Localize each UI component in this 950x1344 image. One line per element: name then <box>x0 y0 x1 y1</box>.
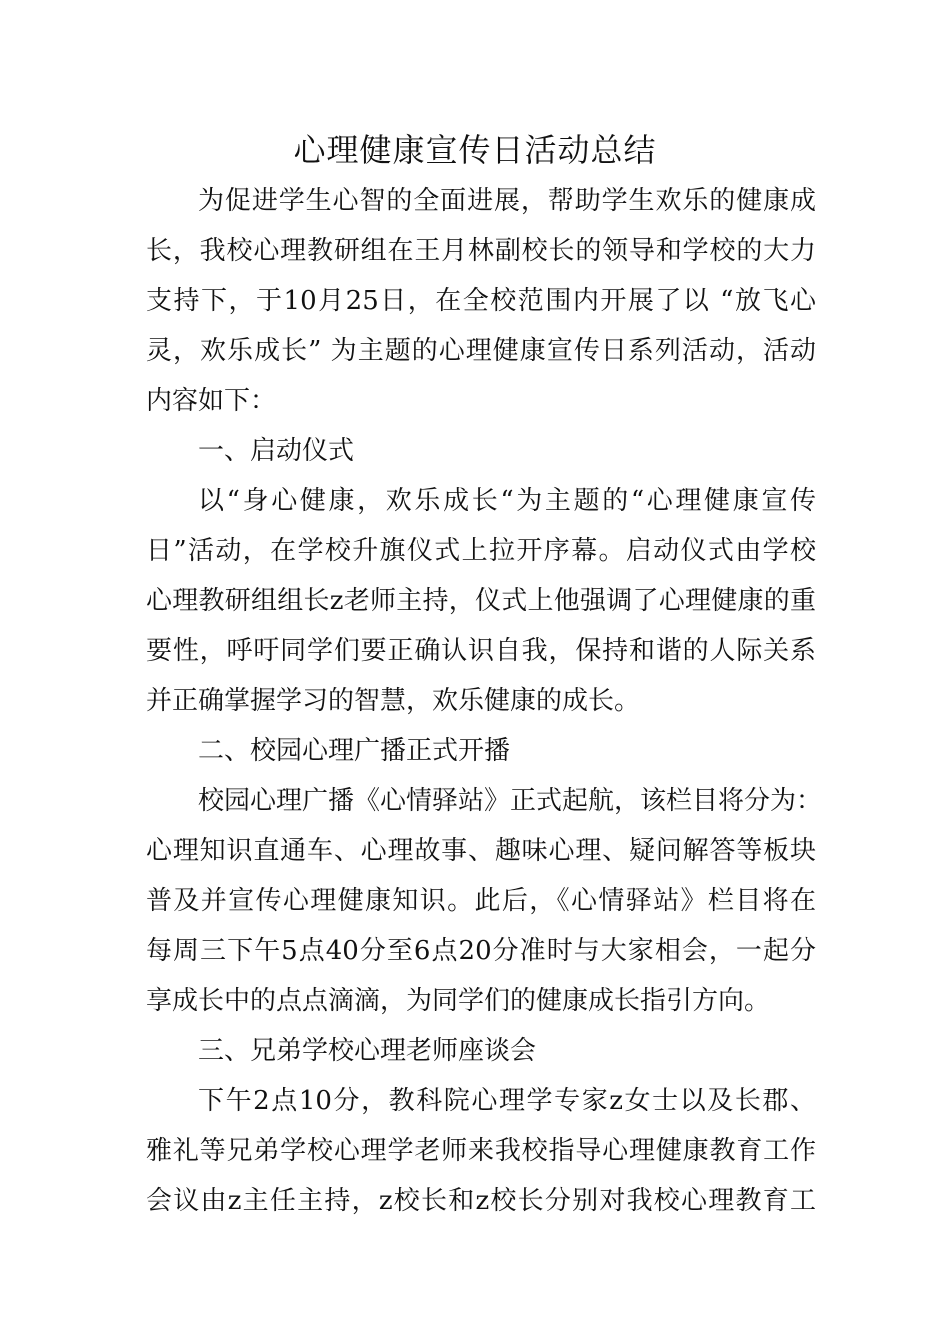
text-line: 普及并宣传心理健康知识。此后，《心情驿站》栏目将在 <box>146 886 816 916</box>
text-line: 每周三下午5点40分至6点20分准时与大家相会，一起分 <box>146 936 816 966</box>
text-line: 下午2点10分，教科院心理学专家z女士以及长郡、 <box>198 1086 816 1116</box>
section-heading: 二、校园心理广播正式开播 <box>198 736 511 766</box>
document-title: 心理健康宣传日活动总结 <box>293 131 657 169</box>
text-line: 会议由z主任主持，z校长和z校长分别对我校心理教育工 <box>146 1186 816 1216</box>
text-line: 以“身心健康，欢乐成长“为主题的“心理健康宣传 <box>198 486 816 516</box>
text-line: 为促进学生心智的全面进展，帮助学生欢乐的健康成 <box>198 186 816 216</box>
document-body <box>146 176 823 1226</box>
text-line: 长，我校心理教研组在王月林副校长的领导和学校的大力 <box>146 236 816 266</box>
text-line: 雅礼等兄弟学校心理学老师来我校指导心理健康教育工作 <box>146 1136 816 1166</box>
text-line: 心理教研组组长z老师主持，仪式上他强调了心理健康的重 <box>146 586 816 616</box>
text-line: 支持下，于10月25日，在全校范围内开展了以 “放飞心 <box>146 286 816 316</box>
section-heading: 一、启动仪式 <box>198 436 355 466</box>
text-line: 校园心理广播《心情驿站》正式起航，该栏目将分为： <box>198 786 823 816</box>
text-line: 心理知识直通车、心理故事、趣味心理、疑问解答等板块 <box>146 836 816 866</box>
text-line: 内容如下： <box>146 386 277 416</box>
text-line: 灵，欢乐成长” 为主题的心理健康宣传日系列活动，活动 <box>146 336 816 366</box>
text-line: 享成长中的点点滴滴，为同学们的健康成长指引方向。 <box>146 986 771 1016</box>
text-line: 并正确掌握学习的智慧，欢乐健康的成长。 <box>146 686 641 716</box>
section-heading: 三、兄弟学校心理老师座谈会 <box>198 1036 537 1066</box>
text-line: 要性，呼吁同学们要正确认识自我，保持和谐的人际关系 <box>146 636 816 666</box>
text-line: 日”活动，在学校升旗仪式上拉开序幕。启动仪式由学校 <box>146 536 816 566</box>
